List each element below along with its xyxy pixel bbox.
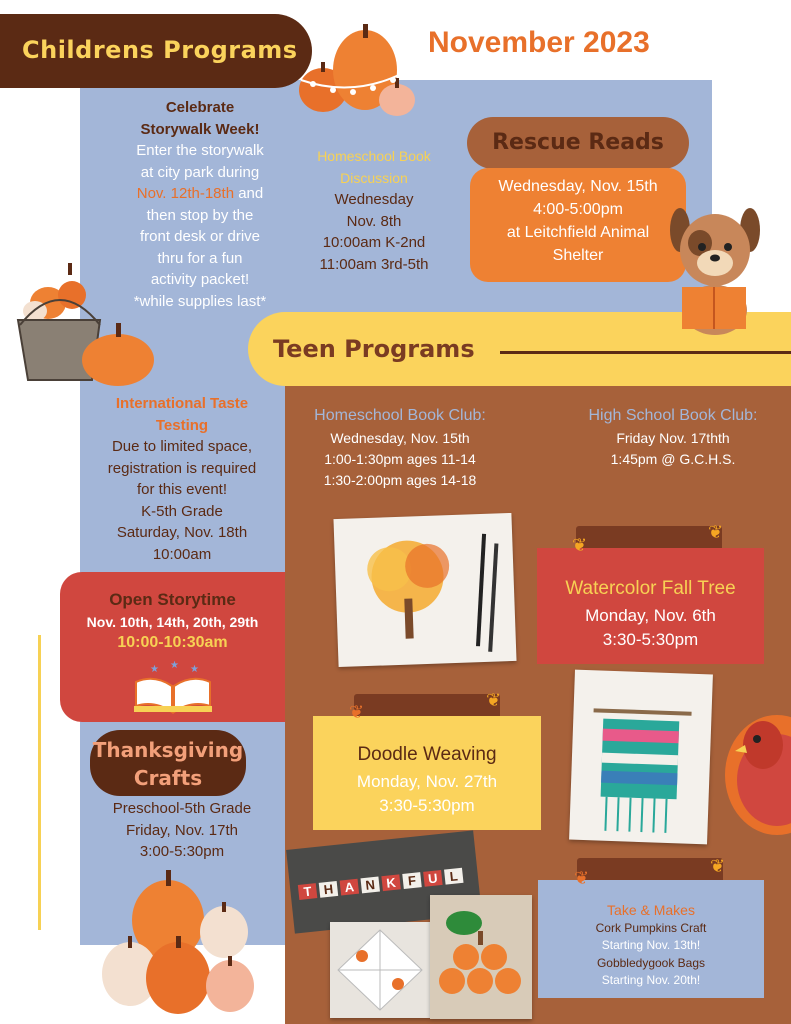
homeschool-club-line-2: 1:00-1:30pm ages 11-14 <box>324 451 476 467</box>
homeschool-discussion-date: Nov. 8th <box>346 212 402 230</box>
banner-letter: K <box>381 874 400 891</box>
banner-letter: F <box>402 872 421 889</box>
take-makes-line-1: Cork Pumpkins Craft <box>595 920 707 935</box>
teen-title-rule <box>500 351 791 354</box>
crafts-title-pill <box>90 730 246 796</box>
banner-letter: A <box>340 879 359 896</box>
storywalk-line-5: front desk or drive <box>139 228 261 245</box>
month-title: November 2023 <box>428 26 650 59</box>
storywalk-title-2: Storywalk Week! <box>140 120 260 138</box>
taste-line-3: for this event! <box>136 481 228 498</box>
watercolor-box <box>537 548 764 664</box>
childrens-title: Childrens Programs <box>22 36 298 64</box>
rescue-reads-title: Rescue Reads <box>492 130 664 155</box>
storywalk-line-7: activity packet! <box>150 271 250 288</box>
storywalk-dates: Nov. 12th-18th <box>136 185 235 202</box>
autumn-leaf-icon: ❦ <box>486 690 502 710</box>
banner-letter: L <box>444 868 463 885</box>
autumn-leaf-icon: ❦ <box>572 535 588 555</box>
banner-letter: T <box>298 883 317 900</box>
puppy-reading-icon <box>670 205 760 335</box>
pumpkin-icon <box>100 862 265 1022</box>
doodle-line-1: Monday, Nov. 27th <box>356 772 498 791</box>
homeschool-club-title: Homeschool Book Club: <box>314 407 486 424</box>
watercolor-title: Watercolor Fall Tree <box>565 578 736 599</box>
highschool-club-title: High School Book Club: <box>588 407 758 424</box>
take-makes-title: Take & Makes <box>607 902 695 918</box>
storytime-title: Open Storytime <box>109 590 236 609</box>
crafts-title-1: Thanksgiving <box>92 738 244 762</box>
taste-line-2: registration is required <box>107 459 257 477</box>
homeschool-discussion-title-2: Discussion <box>340 169 408 186</box>
storytime-dates: Nov. 10th, 14th, 20th, 29th <box>86 614 259 630</box>
taste-title-2: Testing <box>155 416 209 434</box>
storywalk-line-1: Enter the storywalk <box>136 142 264 159</box>
take-makes-line-3: Gobbledygook Bags <box>596 955 706 970</box>
taste-line-4: K-5th Grade <box>141 502 223 520</box>
rescue-reads-title-pill <box>467 117 689 169</box>
taste-title-1: International Taste <box>115 395 249 412</box>
autumn-leaf-icon: ❦ <box>574 868 590 888</box>
homeschool-discussion-day: Wednesday <box>334 191 414 208</box>
rescue-reads-line-3: at Leitchfield Animal <box>506 224 650 241</box>
highschool-club-line-2: 1:45pm @ G.C.H.S. <box>610 451 736 467</box>
turkey-icon <box>711 685 791 835</box>
svg-text:★: ★ <box>170 660 179 671</box>
taste-block <box>86 393 278 565</box>
storywalk-line-2: at city park during <box>140 163 260 181</box>
weaving-photo <box>569 670 713 845</box>
open-book-icon <box>130 660 216 716</box>
autumn-leaf-icon: ❦ <box>708 522 724 542</box>
storywalk-and: and <box>234 185 264 202</box>
taste-line-1: Due to limited space, <box>111 438 253 455</box>
crafts-line-1: Preschool-5th Grade <box>112 800 252 817</box>
rescue-reads-line-2: 4:00-5:00pm <box>533 201 623 218</box>
bucket-icon <box>10 255 160 390</box>
taste-line-5: Saturday, Nov. 18th <box>116 524 248 541</box>
crafts-line-2: Friday, Nov. 17th <box>126 821 238 839</box>
highschool-club-block <box>560 405 786 470</box>
watercolor-tree-photo <box>333 513 516 667</box>
homeschool-discussion-time-1: 10:00am K-2nd <box>322 234 426 251</box>
storywalk-line-6: thru for a fun <box>157 249 243 267</box>
banner-letter: H <box>319 881 338 898</box>
svg-text:★: ★ <box>190 664 199 675</box>
take-makes-box <box>538 880 764 998</box>
homeschool-club-line-3: 1:30-2:00pm ages 14-18 <box>323 472 477 488</box>
autumn-leaf-icon: ❦ <box>710 856 726 876</box>
rescue-reads-box <box>470 168 686 282</box>
rescue-reads-line-1: Wednesday, Nov. 15th <box>498 178 658 195</box>
cork-pumpkin-photo <box>430 895 532 1019</box>
banner-letter: U <box>423 870 442 887</box>
svg-text:★: ★ <box>150 664 159 675</box>
storywalk-line-dates <box>100 183 300 205</box>
homeschool-club-line-1: Wednesday, Nov. 15th <box>330 430 470 446</box>
storywalk-title-1: Celebrate <box>165 99 235 116</box>
homeschool-discussion-time-2: 11:00am 3rd-5th <box>319 255 429 273</box>
storywalk-line-4: then stop by the <box>146 206 254 224</box>
doodle-title: Doodle Weaving <box>357 744 497 765</box>
fortune-teller-photo <box>330 922 430 1018</box>
banner-letter: N <box>360 877 379 894</box>
doodle-line-2: 3:30-5:30pm <box>379 796 475 815</box>
crafts-title-2: Crafts <box>133 766 203 790</box>
homeschool-discussion-block <box>296 146 452 275</box>
rescue-reads-line-4: Shelter <box>552 247 604 264</box>
doodle-box <box>313 716 541 830</box>
highschool-club-line-1: Friday Nov. 17thth <box>616 430 730 446</box>
homeschool-discussion-title-1: Homeschool Book <box>317 148 431 164</box>
left-accent-line <box>38 635 41 930</box>
take-makes-line-4: Starting Nov. 20th! <box>601 973 701 987</box>
crafts-line-3: 3:00-5:30pm <box>139 843 225 860</box>
watercolor-line-1: Monday, Nov. 6th <box>585 606 716 625</box>
pumpkin-icon <box>293 18 423 118</box>
watercolor-line-2: 3:30-5:30pm <box>602 630 699 649</box>
crafts-details <box>86 798 278 863</box>
taste-line-6: 10:00am <box>152 545 212 563</box>
storywalk-note: *while supplies last* <box>133 292 267 310</box>
autumn-leaf-icon: ❦ <box>349 702 365 722</box>
teen-title: Teen Programs <box>273 335 475 363</box>
storytime-time: 10:00-10:30am <box>117 634 228 651</box>
childrens-title-pill <box>0 14 312 88</box>
homeschool-club-block <box>287 405 513 491</box>
take-makes-line-2: Starting Nov. 13th! <box>601 938 701 952</box>
